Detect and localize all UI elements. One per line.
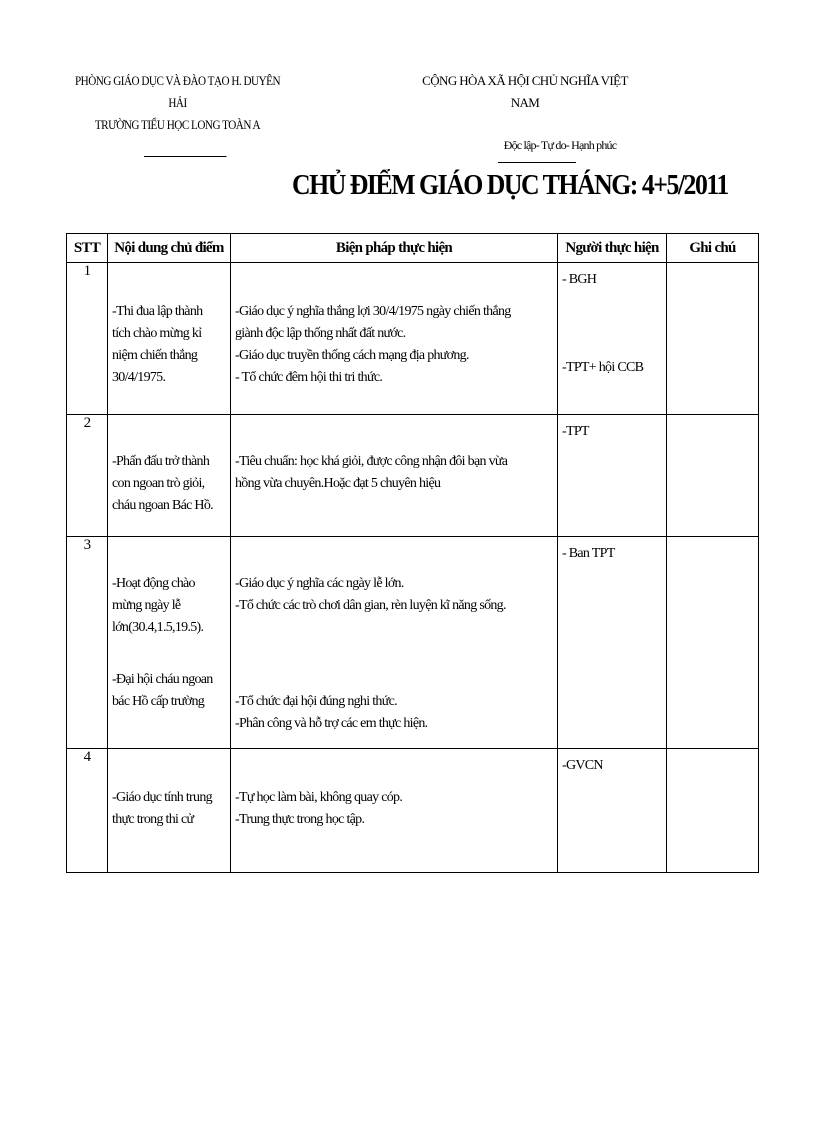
measure-line: hồng vừa chuyên.Hoặc đạt 5 chuyên hiệu bbox=[235, 476, 441, 491]
measure-line: -Tự học làm bài, không quay cóp. bbox=[235, 790, 403, 805]
measure-line: -Giáo dục ý nghĩa các ngày lễ lớn. bbox=[235, 576, 404, 591]
row-stt: 3 bbox=[67, 537, 108, 749]
row-content bbox=[108, 263, 231, 415]
people-line: -TPT+ hội CCB bbox=[562, 360, 644, 375]
measure-line: -Tiêu chuẩn: học khá giỏi, được công nhận đôi bạn vừa bbox=[235, 454, 508, 469]
content-line: bác Hồ cấp trường bbox=[112, 694, 205, 709]
content-line: thực trong thi cử bbox=[112, 812, 194, 827]
measure-line: -Giáo dục ý nghĩa thắng lợi 30/4/1975 ngày chiến thắng bbox=[235, 304, 511, 319]
measure-line: -Tổ chức đại hội đúng nghi thức. bbox=[235, 694, 397, 709]
measure-line: -Trung thực trong học tập. bbox=[235, 812, 365, 827]
content-line: mừng ngày lễ bbox=[112, 598, 181, 613]
measure-line: -Giáo dục truyền thống cách mạng địa phương. bbox=[235, 348, 469, 363]
row-stt: 4 bbox=[67, 749, 108, 873]
national-motto: Độc lập- Tự do- Hạnh phúc bbox=[503, 138, 617, 152]
content-line: -Hoạt động chào bbox=[112, 576, 195, 591]
content-line: cháu ngoan Bác Hồ. bbox=[112, 498, 213, 513]
measure-line: giành độc lập thống nhất đất nước. bbox=[235, 326, 406, 341]
row-people bbox=[558, 537, 667, 749]
row-content bbox=[108, 537, 231, 749]
department-name: PHÒNG GIÁO DỤC VÀ ĐÀO TẠO H. DUYÊN HẢI bbox=[74, 73, 281, 110]
content-line: con ngoan trò giỏi, bbox=[112, 476, 205, 491]
header-note: Ghi chú bbox=[667, 234, 759, 263]
row-people bbox=[558, 263, 667, 415]
content-line: -Giáo dục tính trung bbox=[112, 790, 212, 805]
row-people bbox=[558, 415, 667, 537]
table-header-row bbox=[67, 234, 759, 263]
header-measures: Biện pháp thực hiện bbox=[231, 234, 558, 263]
content-line: 30/4/1975. bbox=[112, 370, 166, 385]
people-line: -GVCN bbox=[562, 758, 603, 773]
content-line: niệm chiến thắng bbox=[112, 348, 198, 363]
measure-line: -Phân công và hỗ trợ các em thực hiện. bbox=[235, 716, 428, 731]
table-row bbox=[67, 749, 759, 873]
content-line: -Phấn đấu trở thành bbox=[112, 454, 210, 469]
measure-line: -Tổ chức các trò chơi dân gian, rèn luyện kĩ năng sống. bbox=[235, 598, 506, 613]
row-measures bbox=[231, 749, 558, 873]
national-header bbox=[410, 70, 640, 163]
row-note bbox=[667, 749, 759, 873]
row-note bbox=[667, 263, 759, 415]
table-row bbox=[67, 263, 759, 415]
row-content bbox=[108, 415, 231, 537]
people-line: -TPT bbox=[562, 424, 589, 439]
row-measures bbox=[231, 537, 558, 749]
people-line: - BGH bbox=[562, 272, 597, 287]
header-people: Người thực hiện bbox=[558, 234, 667, 263]
content-line: -Thi đua lập thành bbox=[112, 304, 203, 319]
header-stt: STT bbox=[67, 234, 108, 263]
table-row bbox=[67, 415, 759, 537]
measure-line: - Tổ chức đêm hội thi tri thức. bbox=[235, 370, 383, 385]
content-line: lớn(30.4,1.5,19.5). bbox=[112, 620, 204, 635]
office-header bbox=[70, 70, 285, 157]
row-content bbox=[108, 749, 231, 873]
page-title: CHỦ ĐIỂM GIÁO DỤC THÁNG: 4+5/2011 bbox=[292, 170, 728, 201]
row-stt: 1 bbox=[67, 263, 108, 415]
content-line: -Đại hội cháu ngoan bbox=[112, 672, 213, 687]
school-name: TRƯỜNG TIỂU HỌC LONG TOÀN A bbox=[94, 117, 261, 132]
table-row bbox=[67, 537, 759, 749]
header-content: Nội dung chủ điểm bbox=[108, 234, 231, 263]
row-people bbox=[558, 749, 667, 873]
row-note bbox=[667, 537, 759, 749]
header-left-rule bbox=[144, 156, 227, 157]
row-measures bbox=[231, 263, 558, 415]
people-line: - Ban TPT bbox=[562, 546, 615, 561]
plan-table bbox=[66, 233, 759, 873]
content-line: tích chào mừng kỉ bbox=[112, 326, 202, 341]
header-right-rule bbox=[498, 162, 576, 163]
row-measures bbox=[231, 415, 558, 537]
row-note bbox=[667, 415, 759, 537]
row-stt: 2 bbox=[67, 415, 108, 537]
national-name: CỘNG HÒA XÃ HỘI CHỦ NGHĨA VIỆT NAM bbox=[422, 73, 628, 110]
